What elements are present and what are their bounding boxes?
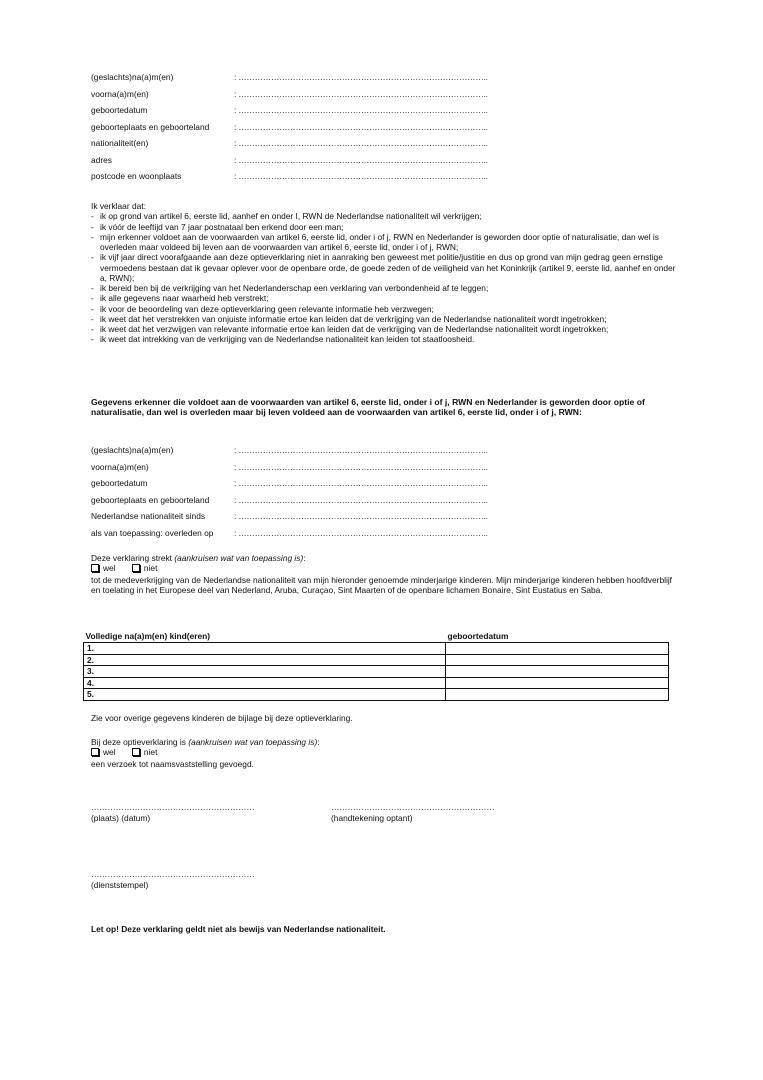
footer-warning: Let op! Deze verklaring geldt niet als bewijs van Nederlandse nationaliteit. xyxy=(91,924,386,934)
field-input-line[interactable]: : ……………………………………………………………………………….. xyxy=(234,461,488,472)
field-label: (geslachts)na(a)m(en) xyxy=(91,72,174,82)
extends-instruction xyxy=(91,553,681,563)
field-row xyxy=(91,138,691,155)
table-header-row xyxy=(84,630,669,643)
field-row xyxy=(91,511,691,528)
field-row xyxy=(91,462,691,479)
declaration-item: - ik weet dat het verstrekken van onjuiste informatie ertoe kan leiden dat de verkrijging van de Nederlandse nationaliteit wordt ingetrokken; xyxy=(91,314,681,324)
name-request-section xyxy=(91,737,681,769)
field-label: geboortedatum xyxy=(91,105,148,115)
field-row xyxy=(91,89,691,106)
declaration-item: - ik vóór de leeftijd van 7 jaar postnataal ben erkend door een man; xyxy=(91,222,681,232)
field-input-line[interactable]: : ……………………………………………………………………………….. xyxy=(234,527,488,538)
declaration-item: - ik voor de beoordeling van deze optieverklaring geen relevante informatie heb verzwegen; xyxy=(91,304,681,314)
declaration-item: - ik alle gegevens naar waarheid heb verstrekt; xyxy=(91,293,681,303)
signature-label: (handtekening optant) xyxy=(331,813,413,823)
table-row xyxy=(84,689,669,701)
extends-option-yes[interactable] xyxy=(91,563,116,573)
name-request-options xyxy=(91,747,681,758)
field-label: voorna(a)m(en) xyxy=(91,461,149,472)
declaration-item: - ik op grond van artikel 6, eerste lid, aanhef en onder I, RWN de Nederlandse nationaliteit wil verkrijgen; xyxy=(91,211,681,221)
place-date-label: (plaats) (datum) xyxy=(91,813,151,823)
table-row xyxy=(84,643,669,655)
field-input-line[interactable]: : ……………………………………………………………………………….. xyxy=(234,511,488,521)
checkbox-icon[interactable] xyxy=(132,748,140,756)
field-input-line[interactable]: : ……………………………………………………………………………….. xyxy=(234,171,488,181)
option-label: niet xyxy=(143,747,158,758)
applicant-fields xyxy=(91,72,691,188)
field-row xyxy=(91,171,691,188)
field-row xyxy=(91,122,691,139)
name-request-text: een verzoek tot naamsvaststelling gevoegd. xyxy=(91,758,254,769)
column-header-name: Volledige na(a)m(en) kind(eren) xyxy=(84,630,446,643)
recognizer-fields xyxy=(91,445,691,544)
child-name-cell[interactable]: 5. xyxy=(84,689,446,701)
field-row xyxy=(91,528,691,545)
field-input-line[interactable]: : ……………………………………………………………………………….. xyxy=(234,154,488,165)
child-birthdate-cell[interactable] xyxy=(446,689,669,701)
field-label: voorna(a)m(en) xyxy=(91,88,149,99)
child-name-cell[interactable]: 2. xyxy=(84,654,446,666)
field-row xyxy=(91,105,691,122)
declaration-list xyxy=(91,211,681,344)
place-date-line[interactable]: …………………………………………………… xyxy=(91,802,255,812)
declaration-item: - ik weet dat het verzwijgen van relevante informatie ertoe kan leiden dat de verkrijging van de Nederlandse nationaliteit wordt ingetrokken; xyxy=(91,324,681,334)
option-label: niet xyxy=(143,563,158,574)
field-input-line[interactable]: : ……………………………………………………………………………….. xyxy=(234,88,488,99)
field-label: adres xyxy=(91,154,112,165)
appendix-note: Zie voor overige gegevens kinderen de bijlage bij deze optieverklaring. xyxy=(91,713,353,723)
field-label: geboortedatum xyxy=(91,478,148,488)
child-name-cell[interactable]: 4. xyxy=(84,677,446,689)
checkbox-icon[interactable] xyxy=(91,748,99,756)
table-row xyxy=(84,666,669,678)
option-label: wel xyxy=(103,747,116,758)
child-name-cell[interactable]: 3. xyxy=(84,666,446,678)
extends-suffix: : xyxy=(303,553,306,563)
name-request-option-no[interactable] xyxy=(132,747,158,757)
field-label: postcode en woonplaats xyxy=(91,171,182,181)
field-row xyxy=(91,72,691,89)
name-request-suffix: : xyxy=(317,737,320,747)
field-label: nationaliteit(en) xyxy=(91,138,149,148)
child-birthdate-cell[interactable] xyxy=(446,654,669,666)
child-birthdate-cell[interactable] xyxy=(446,666,669,678)
field-row xyxy=(91,495,691,512)
name-request-hint: (aankruisen wat van toepassing is) xyxy=(188,737,318,747)
declaration-item: - mijn erkenner voldoet aan de voorwaarden van artikel 6, eerste lid, onder i of j, RWN en Nederlander is geworden door optie of naturalisatie, dan wel is overleden maar voldeed bij leven aan de voorwaarden van artikel 6, eerste lid, onder i of j, RWN; xyxy=(91,232,681,253)
name-request-option-yes[interactable] xyxy=(91,747,116,757)
checkbox-icon[interactable] xyxy=(91,564,99,572)
recognizer-heading: Gegevens erkenner die voldoet aan de voorwaarden van artikel 6, eerste lid, onder i of j, RWN en Nederlander is geworden door optie of naturalisatie, dan wel is overleden maar bij leven voldeed aan de voorwaarden van artikel 6, eerste lid, onder i of j, RWN: xyxy=(91,397,645,418)
field-input-line[interactable]: : ……………………………………………………………………………….. xyxy=(234,72,488,82)
declaration-item: - ik weet dat intrekking van de verkrijging van de Nederlandse nationaliteit kan leiden tot staatloosheid. xyxy=(91,334,681,344)
declaration xyxy=(91,201,681,345)
field-input-line[interactable]: : ……………………………………………………………………………….. xyxy=(234,138,488,148)
checkbox-icon[interactable] xyxy=(132,564,140,572)
field-input-line[interactable]: : ……………………………………………………………………………….. xyxy=(234,105,488,115)
column-header-birthdate: geboortedatum xyxy=(446,630,669,643)
declaration-intro: Ik verklaar dat: xyxy=(91,201,146,211)
option-label: wel xyxy=(103,563,116,574)
extends-text: tot de medeverkrijging van de Nederlandse nationaliteit van mijn hieronder genoemde minderjarige kinderen. Mijn minderjarige kinderen hebben hoofdverblijf en toelating in het Europese deel van Nederland, Aruba, Curaçao, Sint Maarten of de openbare lichamen Bonaire, Sint Eustatius en Saba. xyxy=(91,574,673,595)
table-row xyxy=(84,654,669,666)
field-input-line[interactable]: : ……………………………………………………………………………….. xyxy=(234,494,488,505)
stamp-line[interactable]: …………………………………………………… xyxy=(91,869,255,879)
field-label: geboorteplaats en geboorteland xyxy=(91,121,210,132)
field-row xyxy=(91,478,691,495)
table-row xyxy=(84,677,669,689)
field-label: geboorteplaats en geboorteland xyxy=(91,494,210,505)
declaration-item: - ik bereid ben bij de verkrijging van het Nederlanderschap een verklaring van verbondenheid af te leggen; xyxy=(91,283,681,293)
child-birthdate-cell[interactable] xyxy=(446,643,669,655)
extends-option-no[interactable] xyxy=(132,563,158,573)
field-label: als van toepassing: overleden op xyxy=(91,527,214,538)
extends-options xyxy=(91,563,681,574)
field-row xyxy=(91,155,691,172)
extends-prefix: Deze verklaring strekt xyxy=(91,553,175,563)
name-request-prefix: Bij deze optieverklaring is xyxy=(91,737,189,747)
child-name-cell[interactable]: 1. xyxy=(84,643,446,655)
field-input-line[interactable]: : ……………………………………………………………………………….. xyxy=(234,121,488,132)
stamp-label: (dienststempel) xyxy=(91,880,149,890)
field-input-line[interactable]: : ……………………………………………………………………………….. xyxy=(234,478,488,488)
child-birthdate-cell[interactable] xyxy=(446,677,669,689)
extends-hint: (aankruisen wat van toepassing is) xyxy=(174,553,304,563)
name-request-instruction xyxy=(91,737,681,747)
field-row xyxy=(91,445,691,462)
field-label: (geslachts)na(a)m(en) xyxy=(91,445,174,455)
field-input-line[interactable]: : ……………………………………………………………………………….. xyxy=(234,445,488,455)
field-label: Nederlandse nationaliteit sinds xyxy=(91,511,206,521)
extends-section xyxy=(91,553,681,595)
children-table xyxy=(83,630,669,701)
signature-line[interactable]: …………………………………………………… xyxy=(331,802,495,812)
declaration-item: - ik vijf jaar direct voorafgaande aan deze optieverklaring niet in aanraking ben geweest met politie/justitie en dus op grond van mijn gedrag geen ernstige vermoedens bestaan dat ik gevaar oplever voor de openbare orde, de goede zeden of de veiligheid van het Koninkrijk (artikel 9, eerste lid, aanhef en onder a, RWN); xyxy=(91,252,681,283)
